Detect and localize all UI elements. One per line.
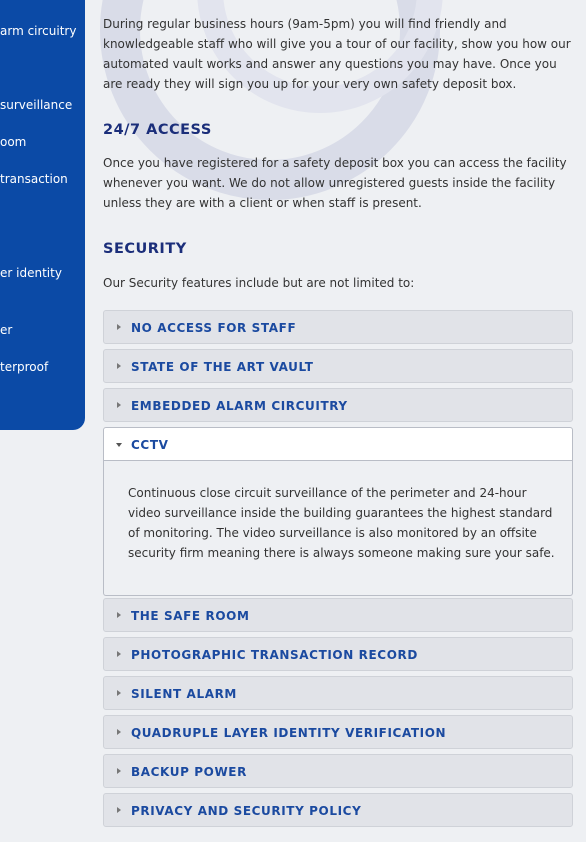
chevron-right-icon [117, 729, 121, 735]
access-paragraph: Once you have registered for a safety deposit box you can access the facility whenever you want. We do not allow unregistered guests inside the facility unless they are with a client or when staff is present. [103, 156, 567, 210]
accordion-label: PHOTOGRAPHIC TRANSACTION RECORD [131, 648, 418, 662]
accordion-label: EMBEDDED ALARM CIRCUITRY [131, 399, 348, 413]
chevron-right-icon [117, 807, 121, 813]
accordion-no-access-for-staff[interactable] [103, 310, 573, 344]
accordion-label: QUADRUPLE LAYER IDENTITY VERIFICATION [131, 726, 447, 740]
sidebar-item-identity[interactable]: er identity [0, 266, 62, 280]
access-heading: 24/7 ACCESS [103, 122, 212, 138]
accordion-label: CCTV [131, 438, 169, 452]
accordion-photographic-transaction-record[interactable] [103, 637, 573, 671]
sidebar-nav [0, 0, 85, 430]
accordion-the-safe-room[interactable] [103, 598, 573, 632]
security-heading: SECURITY [103, 241, 187, 257]
chevron-right-icon [117, 324, 121, 330]
security-intro: Our Security features include but are not limited to: [103, 276, 415, 290]
chevron-right-icon [117, 651, 121, 657]
accordion-embedded-alarm-circuitry[interactable] [103, 388, 573, 422]
cctv-description: Continuous close circuit surveillance of the perimeter and 24-hour video surveillance inside the building guarantees the highest standard of monitoring. The video surveillance is also monitored by an offsite security firm meaning there is always someone making sure your safe. [128, 486, 555, 560]
chevron-right-icon [117, 768, 121, 774]
sidebar-item-surveillance[interactable]: surveillance [0, 98, 73, 112]
accordion-label: NO ACCESS FOR STAFF [131, 321, 297, 335]
accordion-label: BACKUP POWER [131, 765, 247, 779]
sidebar-item-waterproof[interactable]: terproof [0, 360, 49, 374]
accordion-label: SILENT ALARM [131, 687, 237, 701]
accordion-silent-alarm[interactable] [103, 676, 573, 710]
accordion-cctv[interactable] [103, 427, 573, 461]
accordion-quadruple-layer-identity-verification[interactable] [103, 715, 573, 749]
accordion-label: THE SAFE ROOM [131, 609, 250, 623]
chevron-right-icon [117, 690, 121, 696]
accordion-state-of-the-art-vault[interactable] [103, 349, 573, 383]
chevron-right-icon [117, 363, 121, 369]
sidebar-item-power[interactable]: er [0, 323, 13, 337]
chevron-right-icon [117, 402, 121, 408]
intro-paragraph: During regular business hours (9am-5pm) you will find friendly and knowledgeable staff who will give you a tour of our facility, show you how our automated vault works and answer any questions you may have. Once you are ready they will sign you up for your very own safety deposit box. [103, 17, 571, 91]
accordion-label: STATE OF THE ART VAULT [131, 360, 314, 374]
sidebar-item-safe-room[interactable]: oom [0, 135, 27, 149]
sidebar-item-alarm-circuitry[interactable]: arm circuitry [0, 24, 77, 38]
accordion-privacy-and-security-policy[interactable] [103, 793, 573, 827]
chevron-right-icon [117, 612, 121, 618]
sidebar-item-transaction[interactable]: transaction [0, 172, 68, 186]
accordion-backup-power[interactable] [103, 754, 573, 788]
chevron-down-icon [116, 443, 122, 447]
accordion-label: PRIVACY AND SECURITY POLICY [131, 804, 362, 818]
accordion-panel-cctv [103, 461, 573, 596]
